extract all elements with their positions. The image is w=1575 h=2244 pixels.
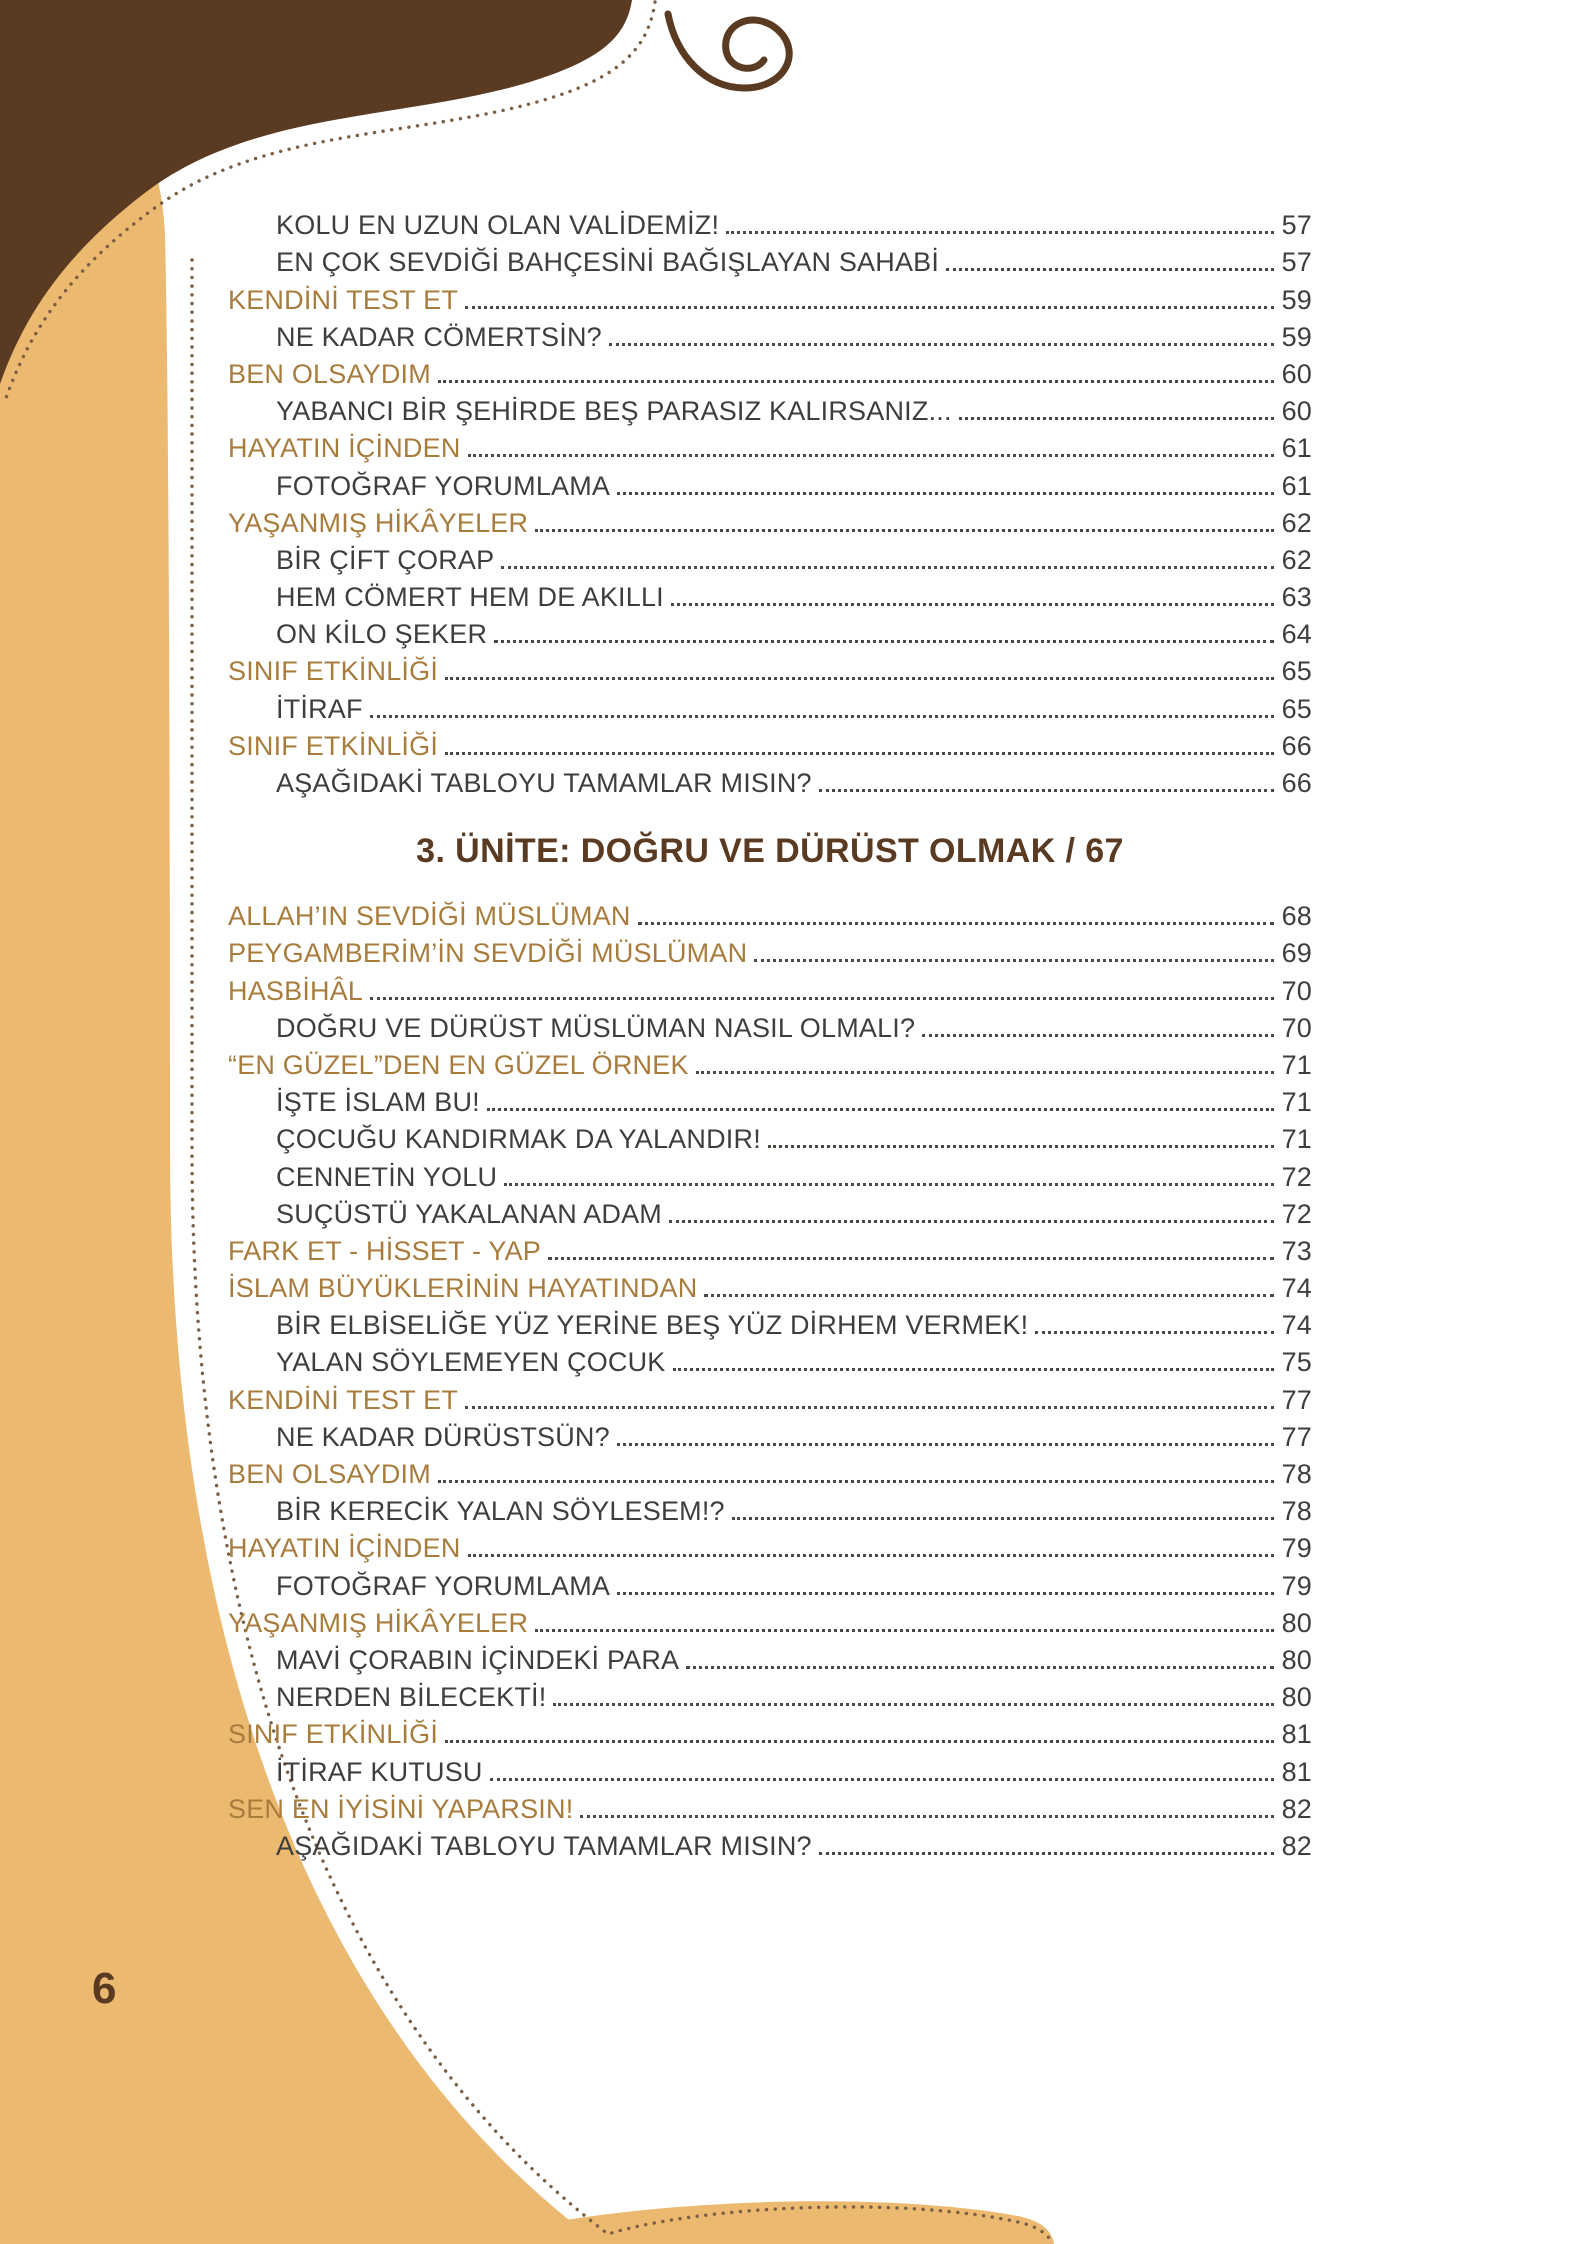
- toc-entry-page: 71: [1281, 1124, 1312, 1155]
- toc-entry-label: KOLU EN UZUN OLAN VALİDEMİZ!: [276, 210, 720, 241]
- table-of-contents: [228, 204, 1312, 1862]
- dot-leader: [617, 492, 1274, 495]
- dot-leader: [535, 1629, 1274, 1632]
- toc-entry-label: YALAN SÖYLEMEYEN ÇOCUK: [276, 1347, 666, 1378]
- toc-entry: [228, 1676, 1312, 1713]
- toc-entry-page: 64: [1281, 619, 1312, 650]
- toc-entry: [228, 464, 1312, 501]
- toc-entry-page: 65: [1281, 656, 1312, 687]
- toc-entry: [228, 1081, 1312, 1118]
- unit-heading: 3. ÜNİTE: DOĞRU VE DÜRÜST OLMAK / 67: [416, 832, 1124, 870]
- dot-leader: [726, 231, 1274, 234]
- toc-entry-label: ÇOCUĞU KANDIRMAK DA YALANDIR!: [276, 1124, 761, 1155]
- dot-leader: [465, 306, 1274, 309]
- toc-entry: [228, 576, 1312, 613]
- toc-entry-page: 74: [1281, 1310, 1312, 1341]
- toc-entry-label: SINIF ETKİNLİĞİ: [228, 1719, 439, 1750]
- toc-entry: [228, 1750, 1312, 1787]
- dot-leader: [445, 752, 1274, 755]
- toc-entry-label: DOĞRU VE DÜRÜST MÜSLÜMAN NASIL OLMALI?: [276, 1012, 916, 1043]
- dot-leader: [494, 640, 1274, 643]
- toc-entry-label: BİR ÇİFT ÇORAP: [276, 544, 495, 575]
- toc-entry-label: SINIF ETKİNLİĞİ: [228, 656, 439, 687]
- dot-leader: [819, 789, 1274, 792]
- page-number: 6: [92, 1964, 117, 2013]
- toc-entry-label: HASBİHÂL: [228, 975, 364, 1006]
- toc-entry-page: 81: [1281, 1719, 1312, 1750]
- toc-entry-label: NE KADAR DÜRÜSTSÜN?: [276, 1421, 610, 1452]
- toc-entry-label: HAYATIN İÇİNDEN: [228, 433, 461, 464]
- dot-leader: [465, 1406, 1274, 1409]
- dot-leader: [638, 922, 1274, 925]
- dot-leader: [686, 1666, 1274, 1669]
- dot-leader: [501, 566, 1274, 569]
- toc-entry-page: 57: [1281, 247, 1312, 278]
- dot-leader: [468, 454, 1274, 457]
- toc-entry: [228, 1416, 1312, 1453]
- toc-entry-label: FOTOĞRAF YORUMLAMA: [276, 470, 611, 501]
- toc-entry-page: 62: [1281, 544, 1312, 575]
- toc-entry-page: 61: [1281, 433, 1312, 464]
- toc-entry: [228, 316, 1312, 353]
- toc-entry: [228, 687, 1312, 724]
- toc-entry: [228, 932, 1312, 969]
- toc-entry-label: CENNETİN YOLU: [276, 1161, 498, 1192]
- toc-entry-page: 66: [1281, 730, 1312, 761]
- toc-entry-page: 63: [1281, 582, 1312, 613]
- dot-leader: [370, 715, 1274, 718]
- toc-entry-label: YAŞANMIŞ HİKÂYELER: [228, 1607, 529, 1638]
- toc-entry: [228, 539, 1312, 576]
- toc-entry-page: 74: [1281, 1273, 1312, 1304]
- dot-leader: [445, 1740, 1274, 1743]
- toc-entry: [228, 204, 1312, 241]
- toc-entry-label: İŞTE İSLAM BU!: [276, 1087, 480, 1118]
- dot-leader: [732, 1517, 1274, 1520]
- toc-entry-page: 72: [1281, 1161, 1312, 1192]
- dot-leader: [504, 1183, 1274, 1186]
- dot-leader: [438, 1480, 1274, 1483]
- toc-entry: [228, 390, 1312, 427]
- dot-leader: [535, 529, 1274, 532]
- toc-entry-page: 59: [1281, 321, 1312, 352]
- toc-entry: [228, 1230, 1312, 1267]
- toc-entry: [228, 1490, 1312, 1527]
- toc-entry-page: 71: [1281, 1087, 1312, 1118]
- toc-entry: [228, 969, 1312, 1006]
- toc-entry: [228, 1193, 1312, 1230]
- toc-entry: [228, 1639, 1312, 1676]
- toc-entry-page: 80: [1281, 1644, 1312, 1675]
- toc-entry-label: KENDİNİ TEST ET: [228, 284, 459, 315]
- dot-leader: [696, 1071, 1274, 1074]
- toc-entry: [228, 613, 1312, 650]
- toc-entry: [228, 1788, 1312, 1825]
- toc-entry-label: AŞAĞIDAKİ TABLOYU TAMAMLAR MISIN?: [276, 1830, 812, 1861]
- toc-entry-page: 78: [1281, 1459, 1312, 1489]
- toc-entry: [228, 725, 1312, 762]
- toc-entry-page: 79: [1281, 1570, 1312, 1601]
- dot-leader: [768, 1145, 1274, 1148]
- toc-entry: [228, 241, 1312, 278]
- toc-entry-page: 68: [1281, 901, 1312, 932]
- dot-leader: [609, 343, 1274, 346]
- dot-leader: [704, 1294, 1274, 1297]
- toc-entry-label: YABANCI BİR ŞEHİRDE BEŞ PARASIZ KALIRSANIZ...: [276, 396, 952, 427]
- toc-entry-page: 70: [1281, 1012, 1312, 1043]
- toc-entry: [228, 1341, 1312, 1378]
- dot-leader: [548, 1257, 1274, 1260]
- toc-entry-label: FARK ET - HİSSET - YAP: [228, 1235, 541, 1266]
- toc-entry-label: SEN EN İYİSİNİ YAPARSIN!: [228, 1793, 574, 1824]
- toc-entry: [228, 1007, 1312, 1044]
- toc-entry-label: İTİRAF KUTUSU: [276, 1756, 483, 1787]
- toc-entry-page: 60: [1281, 396, 1312, 427]
- toc-entry-page: 80: [1281, 1682, 1312, 1713]
- toc-entry-page: 80: [1281, 1607, 1312, 1638]
- toc-entry-page: 82: [1281, 1793, 1312, 1824]
- toc-entry-page: 77: [1281, 1421, 1312, 1452]
- toc-entry: [228, 502, 1312, 539]
- toc-entry-label: BEN OLSAYDIM: [228, 1459, 431, 1489]
- toc-entry: [228, 1564, 1312, 1601]
- toc-entry-page: 71: [1281, 1049, 1312, 1080]
- toc-entry: [228, 1825, 1312, 1862]
- toc-entry-label: İSLAM BÜYÜKLERİNİN HAYATINDAN: [228, 1273, 698, 1304]
- dot-leader: [819, 1852, 1274, 1855]
- toc-entry-label: İTİRAF: [276, 693, 363, 724]
- toc-entry-label: “EN GÜZEL”DEN EN GÜZEL ÖRNEK: [228, 1049, 689, 1080]
- toc-entry-page: 77: [1281, 1384, 1312, 1415]
- dot-leader: [553, 1703, 1274, 1706]
- toc-entry-page: 82: [1281, 1830, 1312, 1861]
- dot-leader: [671, 603, 1274, 606]
- toc-entry-label: BEN OLSAYDIM: [228, 358, 431, 389]
- toc-entry-page: 75: [1281, 1347, 1312, 1378]
- toc-entry-page: 79: [1281, 1533, 1312, 1564]
- dot-leader: [617, 1443, 1274, 1446]
- dot-leader: [438, 380, 1274, 383]
- toc-entry: [228, 1155, 1312, 1192]
- toc-entry: [228, 1527, 1312, 1564]
- toc-entry-label: ON KİLO ŞEKER: [276, 619, 488, 650]
- toc-entry: [228, 650, 1312, 687]
- dot-leader: [669, 1220, 1274, 1223]
- spiral-icon: [668, 14, 789, 88]
- toc-entry-page: 60: [1281, 358, 1312, 389]
- toc-entry-page: 59: [1281, 284, 1312, 315]
- toc-entry-label: NERDEN BİLECEKTİ!: [276, 1682, 547, 1713]
- toc-entry-label: BİR KERECİK YALAN SÖYLESEM!?: [276, 1496, 725, 1527]
- toc-entry-label: EN ÇOK SEVDİĞİ BAHÇESİNİ BAĞIŞLAYAN SAHABİ: [276, 247, 940, 278]
- toc-entry: [228, 1118, 1312, 1155]
- dot-leader: [922, 1034, 1274, 1037]
- toc-entry-label: BİR ELBİSELİĞE YÜZ YERİNE BEŞ YÜZ DİRHEM VERMEK!: [276, 1310, 1029, 1341]
- dot-leader: [445, 677, 1274, 680]
- toc-entry-label: ALLAH’IN SEVDİĞİ MÜSLÜMAN: [228, 901, 631, 932]
- toc-entry-label: MAVİ ÇORABIN İÇİNDEKİ PARA: [276, 1644, 680, 1675]
- toc-entry-page: 57: [1281, 210, 1312, 241]
- toc-entry-label: PEYGAMBERİM’İN SEVDİĞİ MÜSLÜMAN: [228, 938, 748, 969]
- toc-entry-page: 62: [1281, 507, 1312, 538]
- toc-entry: [228, 895, 1312, 932]
- toc-entry: [228, 353, 1312, 390]
- toc-entry-page: 78: [1281, 1496, 1312, 1527]
- toc-entry-page: 69: [1281, 938, 1312, 969]
- toc-entry: [228, 762, 1312, 799]
- dot-leader: [673, 1368, 1274, 1371]
- toc-entry-label: KENDİNİ TEST ET: [228, 1384, 459, 1415]
- toc-entry-page: 72: [1281, 1198, 1312, 1229]
- toc-entry-page: 73: [1281, 1235, 1312, 1266]
- toc-entry: [228, 1304, 1312, 1341]
- toc-entry: [228, 1453, 1312, 1490]
- toc-entry-label: FOTOĞRAF YORUMLAMA: [276, 1570, 611, 1601]
- toc-entry-label: SUÇÜSTÜ YAKALANAN ADAM: [276, 1198, 662, 1229]
- dot-leader: [370, 997, 1274, 1000]
- toc-entry-label: NE KADAR CÖMERTSİN?: [276, 321, 602, 352]
- toc-entry: [228, 1378, 1312, 1415]
- toc-entry-label: HEM CÖMERT HEM DE AKILLI: [276, 582, 664, 613]
- toc-entry-label: AŞAĞIDAKİ TABLOYU TAMAMLAR MISIN?: [276, 768, 812, 798]
- toc-entry: [228, 1602, 1312, 1639]
- dot-leader: [946, 268, 1274, 271]
- toc-entry: [228, 1267, 1312, 1304]
- dot-leader: [580, 1815, 1274, 1818]
- dot-leader: [1035, 1331, 1274, 1334]
- toc-entry-page: 81: [1281, 1756, 1312, 1787]
- toc-entry: [228, 1713, 1312, 1750]
- dot-leader: [754, 959, 1274, 962]
- toc-entry: [228, 427, 1312, 464]
- dot-leader: [617, 1592, 1274, 1595]
- toc-entry-label: YAŞANMIŞ HİKÂYELER: [228, 507, 529, 538]
- dot-leader: [487, 1108, 1274, 1111]
- toc-entry: [228, 278, 1312, 315]
- toc-entry-label: SINIF ETKİNLİĞİ: [228, 730, 439, 761]
- dot-leader: [468, 1554, 1274, 1557]
- toc-entry: [228, 1044, 1312, 1081]
- toc-entry-page: 66: [1281, 768, 1312, 798]
- toc-entry-page: 61: [1281, 470, 1312, 501]
- dot-leader: [490, 1778, 1274, 1781]
- toc-entry-page: 70: [1281, 975, 1312, 1006]
- dot-leader: [959, 417, 1274, 420]
- toc-entry-page: 65: [1281, 693, 1312, 724]
- toc-entry-label: HAYATIN İÇİNDEN: [228, 1533, 461, 1564]
